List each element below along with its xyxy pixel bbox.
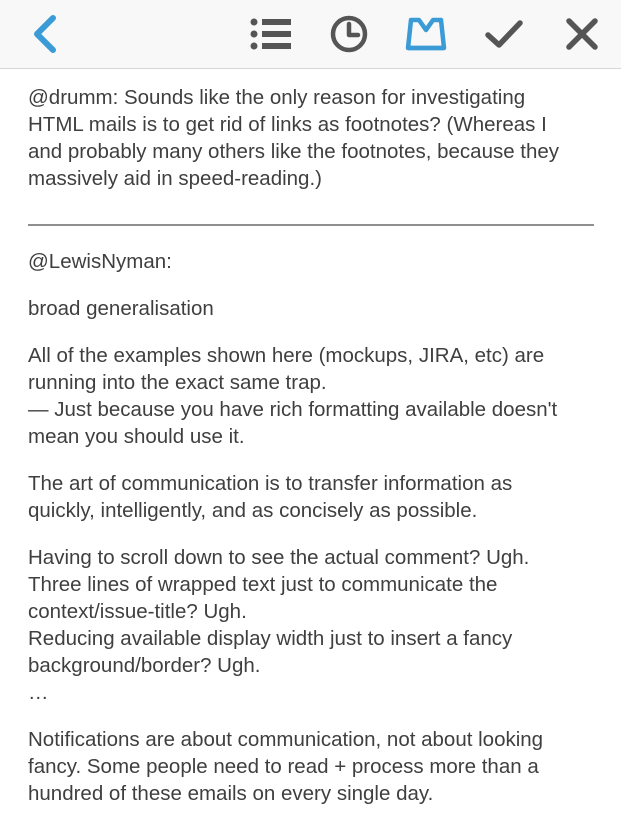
text-line: context/issue-title? Ugh. [28,600,247,623]
list-icon [249,17,293,51]
close-button[interactable] [554,6,610,62]
text-line: massively aid in speed-reading.) [28,167,322,190]
quoted-text [28,295,600,322]
paragraph-2 [28,470,600,524]
mention-line [28,248,600,275]
paragraph-4 [28,726,600,807]
done-button[interactable] [476,6,532,62]
text-line: Three lines of wrapped text just to communicate the [28,573,498,596]
text-line: running into the exact same trap. [28,371,327,394]
message-body [28,84,600,827]
text-line: HTML mails is to get rid of links as footnotes? (Whereas I [28,113,547,136]
text-line: Reducing available display width just to insert a fancy [28,627,513,650]
text-line: and probably many others like the footnotes, because they [28,140,560,163]
text-line: mean you should use it. [28,425,245,448]
text-line: hundred of these emails on every single day. [28,782,434,805]
first-comment [28,84,600,192]
mailbox-icon [404,14,448,54]
checkmark-icon [484,17,524,51]
clock-icon [329,14,369,54]
action-toolbar [0,0,621,69]
text-line: — Just because you have rich formatting available doesn't [28,398,558,421]
close-icon [564,16,600,52]
list-button[interactable] [243,6,299,62]
archive-button[interactable] [398,6,454,62]
back-chevron-icon [29,14,59,54]
text-line: @drumm: Sounds like the only reason for investigating [28,86,526,109]
text-line: The art of communication is to transfer information as [28,472,513,495]
text-line: Having to scroll down to see the actual comment? Ugh. [28,546,530,569]
paragraph-3 [28,544,600,706]
text-line: quickly, intelligently, and as concisely as possible. [28,499,478,522]
snooze-button[interactable] [321,6,377,62]
text-line: … [28,681,49,704]
quote-text: broad generalisation [28,297,214,320]
text-line: background/border? Ugh. [28,654,261,677]
text-line: Notifications are about communication, not about looking [28,728,544,751]
back-button[interactable] [16,6,72,62]
comment-divider [28,224,594,226]
mention: @LewisNyman: [28,250,172,273]
text-line: All of the examples shown here (mockups, JIRA, etc) are [28,344,545,367]
text-line: fancy. Some people need to read + process more than a [28,755,539,778]
paragraph-1 [28,342,600,450]
